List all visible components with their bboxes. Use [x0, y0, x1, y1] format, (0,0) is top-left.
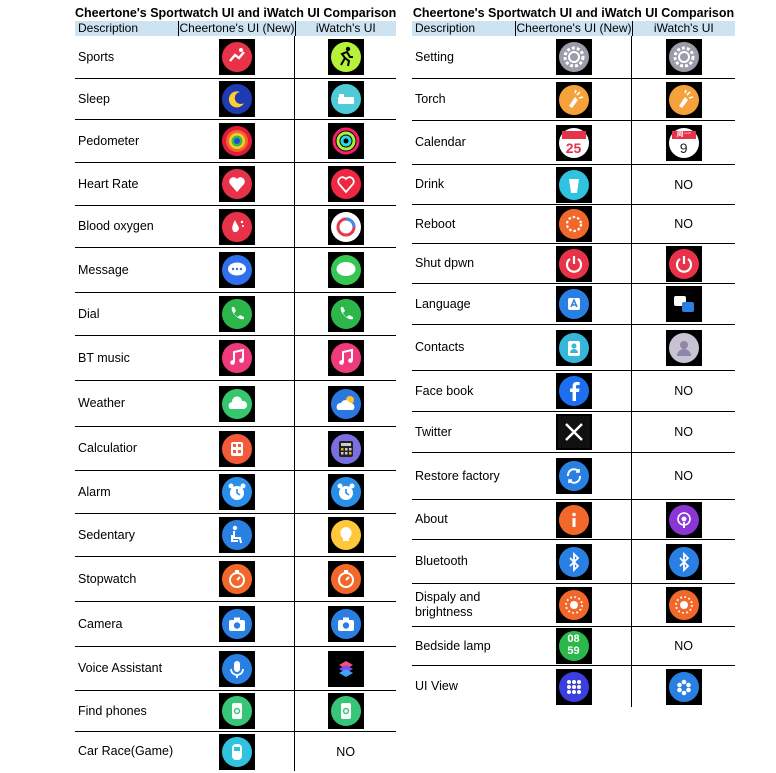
- restore-icon: [556, 458, 592, 494]
- table-title: Cheertone's Sportwatch UI and iWatch UI Comparison: [412, 6, 735, 20]
- table-row: [412, 165, 735, 205]
- contacts-icon: [556, 330, 592, 366]
- cheertone-cell: [516, 244, 632, 283]
- brightness-icon: [556, 587, 592, 623]
- row-description: Heart Rate: [78, 176, 139, 191]
- cheertone-cell: [516, 453, 632, 499]
- not-available-text: NO: [674, 639, 694, 653]
- iwatch-cell: [294, 163, 396, 205]
- cheertone-cell: [516, 121, 632, 164]
- cheertone-cell: [179, 691, 295, 731]
- iwatch-cell: [631, 165, 735, 204]
- clock-minute-text: 59: [567, 645, 580, 657]
- iwatch-cell: [631, 584, 735, 626]
- table-row: [75, 163, 396, 206]
- table-row: [75, 557, 396, 602]
- flashlight-icon: [556, 82, 592, 118]
- message-bubble-icon: [219, 252, 255, 288]
- table-row: [75, 732, 396, 771]
- cheertone-cell: [516, 500, 632, 539]
- cheertone-cell: [179, 427, 295, 470]
- iwatch-cell: [294, 206, 396, 247]
- row-description: Calendar: [415, 135, 466, 149]
- iwatch-cell: [294, 36, 396, 78]
- cheertone-cell: [516, 412, 632, 452]
- table-row: [412, 540, 735, 584]
- row-description: Sports: [78, 49, 115, 64]
- contacts-person-icon: [666, 330, 702, 366]
- row-description: Sleep: [78, 91, 110, 106]
- row-description: Calculatior: [78, 441, 138, 455]
- x-twitter-icon: [556, 414, 592, 450]
- cheertone-cell: [179, 557, 295, 601]
- alarm-clock-icon: [328, 474, 364, 510]
- cheertone-cell: [516, 325, 632, 370]
- not-available-text: NO: [674, 177, 694, 192]
- find-phone-icon: [219, 693, 255, 729]
- calendar-icon: [556, 125, 592, 161]
- cheertone-cell: [179, 163, 295, 205]
- table-row: [412, 244, 735, 284]
- cheertone-cell: [179, 732, 295, 771]
- pedometer-rings-icon: [219, 123, 255, 159]
- not-available-text: NO: [674, 469, 694, 483]
- row-description: Weather: [78, 396, 126, 410]
- weather-cloud-sun-icon: [328, 386, 364, 422]
- bluetooth-icon: [556, 544, 592, 580]
- table-row: [412, 584, 735, 627]
- cheertone-cell: [516, 165, 632, 204]
- facebook-icon: [556, 373, 592, 409]
- table-row: [412, 500, 735, 540]
- row-description: Torch: [415, 92, 446, 106]
- iwatch-cell: [294, 691, 396, 731]
- iwatch-cell: [294, 248, 396, 292]
- cheertone-cell: [179, 647, 295, 690]
- iwatch-cell: [631, 244, 735, 283]
- iwatch-cell: [294, 732, 396, 771]
- cheertone-cell: [516, 371, 632, 411]
- row-description: Bluetooth: [415, 554, 468, 568]
- cheertone-cell: [179, 514, 295, 556]
- table-title: Cheertone's Sportwatch UI and iWatch UI Comparison: [75, 6, 397, 20]
- cloud-icon: [219, 386, 255, 422]
- shortcuts-icon: [328, 651, 364, 687]
- cheertone-cell: [516, 284, 632, 324]
- table-row: [412, 627, 735, 666]
- alarm-clock-icon: [219, 474, 255, 510]
- stopwatch-icon: [219, 561, 255, 597]
- row-description: Alarm: [78, 484, 111, 499]
- calendar-day-text: 9: [679, 139, 688, 156]
- row-description: Language: [415, 296, 471, 311]
- cheertone-cell: [179, 79, 295, 119]
- car-icon: [219, 734, 255, 770]
- cheertone-cell: [516, 205, 632, 243]
- row-description: Bedside lamp: [415, 638, 491, 653]
- row-description: Car Race(Game): [78, 744, 174, 758]
- microphone-icon: [219, 651, 255, 687]
- table-row: [75, 691, 396, 732]
- camera-icon: [328, 606, 364, 642]
- table-row: [75, 602, 396, 647]
- bluetooth-icon: [666, 544, 702, 580]
- cheertone-cell: [179, 471, 295, 513]
- header-description: Description: [415, 21, 476, 35]
- music-note-icon: [219, 340, 255, 376]
- iwatch-cell: [631, 412, 735, 452]
- table-row: [412, 205, 735, 244]
- not-available-text: NO: [674, 425, 694, 439]
- messages-icon: [328, 252, 364, 288]
- iwatch-cell: [294, 471, 396, 513]
- table-row: [412, 412, 735, 453]
- row-description: Face book: [415, 383, 474, 398]
- table-row: [412, 371, 735, 412]
- iwatch-cell: [631, 325, 735, 370]
- cheertone-cell: [179, 293, 295, 335]
- not-available-text: NO: [674, 384, 694, 398]
- iwatch-cell: [631, 121, 735, 164]
- table-row: [412, 666, 735, 707]
- row-description: Dispaly and brightness: [415, 590, 481, 619]
- iwatch-cell: [294, 602, 396, 646]
- iwatch-cell: [631, 627, 735, 665]
- grid-dots-icon: [556, 669, 592, 705]
- header-cheertone: Cheertone's UI (New): [516, 21, 632, 35]
- row-description: Reboot: [415, 216, 456, 231]
- row-description: Stopwatch: [78, 571, 137, 586]
- phone-icon: [219, 296, 255, 332]
- not-available-text: NO: [336, 744, 356, 759]
- row-description: Twitter: [415, 424, 452, 439]
- sleep-moon-icon: [219, 81, 255, 117]
- row-description: Message: [78, 262, 129, 277]
- row-description: Pedometer: [78, 133, 140, 148]
- row-description: Find phones: [78, 703, 147, 718]
- calculator-icon: [219, 431, 255, 467]
- table-row: [75, 36, 396, 79]
- cheertone-cell: [179, 120, 295, 162]
- table-row: [412, 453, 735, 500]
- blood-drop-icon: [219, 209, 255, 245]
- table-row: [75, 79, 396, 120]
- row-description: Sedentary: [78, 527, 135, 542]
- stopwatch-icon: [328, 561, 364, 597]
- row-description: About: [415, 512, 448, 526]
- heart-icon: [219, 166, 255, 202]
- phone-icon: [328, 296, 364, 332]
- gear-icon: [556, 39, 592, 75]
- bedside-clock-icon: [556, 628, 592, 664]
- row-description: Shut dpwn: [415, 256, 475, 270]
- table-row: [412, 284, 735, 325]
- calculator-grid-icon: [328, 431, 364, 467]
- table-row: [412, 121, 735, 165]
- iwatch-cell: [294, 647, 396, 690]
- table-header: [412, 21, 735, 36]
- cup-icon: [556, 167, 592, 203]
- row-description: UI View: [415, 679, 458, 693]
- iwatch-cell: [631, 371, 735, 411]
- cheertone-cell: [179, 36, 295, 78]
- header-description: Description: [78, 21, 139, 35]
- camera-icon: [219, 606, 255, 642]
- iwatch-cell: [631, 500, 735, 539]
- cheertone-cell: [516, 666, 632, 707]
- row-description: Dial: [78, 306, 100, 321]
- cheertone-cell: [516, 36, 632, 78]
- right-comparison-table: [412, 6, 735, 707]
- table-row: [75, 248, 396, 293]
- iwatch-cell: [294, 293, 396, 335]
- heart-outline-icon: [328, 166, 364, 202]
- table-row: [75, 514, 396, 557]
- workout-run-icon: [328, 39, 364, 75]
- power-icon: [666, 246, 702, 282]
- brightness-icon: [666, 587, 702, 623]
- table-row: [75, 336, 396, 381]
- row-description: Restore factory: [415, 468, 500, 483]
- cheertone-cell: [179, 248, 295, 292]
- music-note-icon: [328, 340, 364, 376]
- row-description: Contacts: [415, 340, 465, 354]
- left-comparison-table: [75, 6, 396, 771]
- not-available-text: NO: [674, 217, 694, 231]
- cheertone-cell: [179, 602, 295, 646]
- language-icon: [556, 286, 592, 322]
- blood-oxygen-ring-icon: [328, 209, 364, 245]
- cheertone-cell: [179, 381, 295, 426]
- sitting-person-icon: [219, 517, 255, 553]
- table-header: [75, 21, 396, 36]
- row-description: Setting: [415, 49, 454, 64]
- table-row: [75, 120, 396, 163]
- table-row: [412, 36, 735, 79]
- row-description: Voice Assistant: [78, 661, 163, 675]
- table-row: [75, 206, 396, 248]
- header-iwatch: iWatch's UI: [632, 21, 735, 36]
- activity-rings-icon: [328, 123, 364, 159]
- translate-icon: [666, 286, 702, 322]
- iwatch-cell: [294, 79, 396, 119]
- table-row: [412, 325, 735, 371]
- calendar-weekday-text: 周一: [676, 130, 691, 138]
- iwatch-cell: [294, 381, 396, 426]
- iwatch-cell: [631, 36, 735, 78]
- cheertone-cell: [516, 79, 632, 120]
- iwatch-cell: [631, 79, 735, 120]
- reboot-icon: [556, 206, 592, 242]
- cheertone-cell: [179, 336, 295, 380]
- table-row: [412, 79, 735, 121]
- podcast-icon: [666, 502, 702, 538]
- honeycomb-icon: [666, 669, 702, 705]
- iwatch-cell: [294, 427, 396, 470]
- iwatch-cell: [294, 514, 396, 556]
- table-row: [75, 647, 396, 691]
- iwatch-cell: [631, 205, 735, 243]
- sports-run-icon: [219, 39, 255, 75]
- table-row: [75, 471, 396, 514]
- iwatch-cell: [631, 666, 735, 707]
- info-icon: [556, 502, 592, 538]
- row-description: Blood oxygen: [78, 219, 154, 233]
- cheertone-cell: [179, 206, 295, 247]
- gear-icon: [666, 39, 702, 75]
- row-description: Drink: [415, 177, 445, 191]
- iwatch-cell: [631, 453, 735, 499]
- calendar-icon: [666, 125, 702, 161]
- table-row: [75, 293, 396, 336]
- header-cheertone: Cheertone's UI (New): [179, 21, 295, 35]
- header-iwatch: iWatch's UI: [295, 21, 396, 36]
- find-phone-icon: [328, 693, 364, 729]
- iwatch-cell: [294, 120, 396, 162]
- flashlight-icon: [666, 82, 702, 118]
- table-row: [75, 427, 396, 471]
- row-description: BT music: [78, 350, 130, 365]
- cheertone-cell: [516, 584, 632, 626]
- sleep-bed-icon: [328, 81, 364, 117]
- iwatch-cell: [294, 557, 396, 601]
- iwatch-cell: [631, 284, 735, 324]
- table-row: [75, 381, 396, 427]
- lightbulb-icon: [328, 517, 364, 553]
- iwatch-cell: [631, 540, 735, 583]
- iwatch-cell: [294, 336, 396, 380]
- cheertone-cell: [516, 540, 632, 583]
- row-description: Camera: [78, 616, 123, 631]
- cheertone-cell: [516, 627, 632, 665]
- calendar-day-text: 25: [565, 139, 582, 156]
- power-icon: [556, 246, 592, 282]
- clock-hour-text: 08: [567, 633, 580, 645]
